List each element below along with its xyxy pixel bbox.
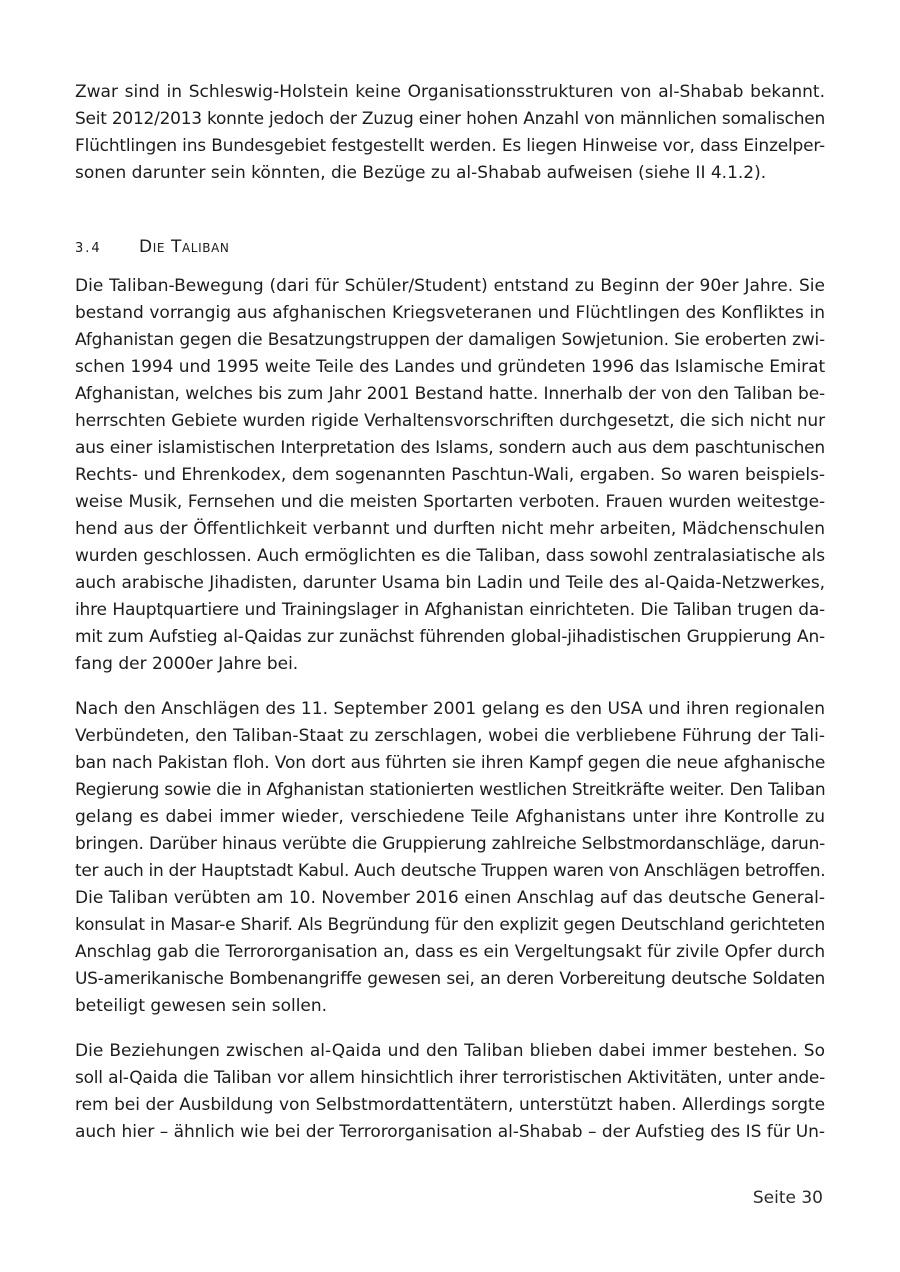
text-line: Regierung sowie die in Afghanistan stationierten westlichen Streitkräfte weiter. Den Taliban: [75, 780, 826, 800]
text-line: sonen darunter sein könnten, die Bezüge zu al-Shabab aufweisen (siehe II 4.1.2).: [75, 163, 767, 183]
text-line: mit zum Aufstieg al-Qaidas zur zunächst führenden global-jihadistischen Gruppierung An-: [75, 627, 825, 647]
paragraph-after-2001: [75, 696, 825, 1020]
text-line: Verbündeten, den Taliban-Staat zu zerschlagen, wobei die verbliebene Führung der Tali-: [75, 726, 825, 746]
text-line: ter auch in der Hauptstadt Kabul. Auch deutsche Truppen waren von Anschlägen betroffen.: [75, 861, 826, 881]
text-line: wurden geschlossen. Auch ermöglichten es die Taliban, dass sowohl zentralasiatische als: [75, 546, 825, 566]
text-line: Die Beziehungen zwischen al-Qaida und den Taliban blieben dabei immer bestehen. So: [75, 1041, 825, 1061]
text-line: rem bei der Ausbildung von Selbstmordattentätern, unterstützt haben. Allerdings sorgte: [75, 1095, 825, 1115]
text-line: beteiligt gewesen sein sollen.: [75, 996, 328, 1016]
text-line: Afghanistan, welches bis zum Jahr 2001 Bestand hatte. Innerhalb der von den Taliban be-: [75, 384, 825, 404]
section-number: 3.4: [75, 241, 102, 256]
paragraph-al-shabab: [75, 79, 825, 187]
text-line: aus einer islamistischen Interpretation des Islams, sondern auch aus dem paschtunischen: [75, 438, 825, 458]
text-line: Anschlag gab die Terrororganisation an, dass es ein Vergeltungsakt für zivile Opfer durch: [75, 942, 825, 962]
text-line: Nach den Anschlägen des 11. September 2001 gelang es den USA und ihren regionalen: [75, 699, 825, 719]
text-line: konsulat in Masar-e Sharif. Als Begründung für den explizit gegen Deutschland gerichteten: [75, 915, 825, 935]
text-line: US-amerikanische Bombenangriffe gewesen sei, an deren Vorbereitung deutsche Soldaten: [75, 969, 825, 989]
text-line: Die Taliban-Bewegung (dari für Schüler/Student) entstand zu Beginn der 90er Jahre. Sie: [75, 276, 825, 296]
section-heading: [75, 237, 825, 264]
paragraph-al-qaida-relations: [75, 1038, 825, 1146]
text-line: gelang es dabei immer wieder, verschiedene Teile Afghanistans unter ihre Kontrolle zu: [75, 807, 825, 827]
text-line: bestand vorrangig aus afghanischen Kriegsveteranen und Flüchtlingen des Konfliktes in: [75, 303, 825, 323]
text-line: bringen. Darüber hinaus verübte die Gruppierung zahlreiche Selbstmordanschläge, darun-: [75, 834, 825, 854]
page-number: Seite 30: [752, 1188, 823, 1208]
text-line: schen 1994 und 1995 weite Teile des Landes und gründeten 1996 das Islamische Emirat: [75, 357, 826, 377]
text-line: hend aus der Öffentlichkeit verbannt und durften nicht mehr arbeiten, Mädchenschulen: [75, 519, 825, 539]
text-line: fang der 2000er Jahre bei.: [75, 654, 299, 674]
text-line: ihre Hauptquartiere und Trainingslager in Afghanistan einrichteten. Die Taliban trugen da-: [75, 600, 825, 620]
section-title: Die Taliban: [139, 237, 230, 257]
text-line: auch hier – ähnlich wie bei der Terrororganisation al-Shabab – der Aufstieg des IS für Un-: [75, 1122, 825, 1142]
text-line: soll al-Qaida die Taliban vor allem hinsichtlich ihrer terroristischen Aktivitäten, unter ande-: [75, 1068, 825, 1088]
text-line: Rechts- und Ehrenkodex, dem sogenannten Paschtun-Wali, ergaben. So waren beispiels-: [75, 465, 825, 485]
text-line: ban nach Pakistan floh. Von dort aus führten sie ihren Kampf gegen die neue afghanische: [75, 753, 826, 773]
text-line: Seit 2012/2013 konnte jedoch der Zuzug einer hohen Anzahl von männlichen somalischen: [75, 109, 825, 129]
text-line: Die Taliban verübten am 10. November 2016 einen Anschlag auf das deutsche General-: [75, 888, 825, 908]
text-line: herrschten Gebiete wurden rigide Verhaltensvorschriften durchgesetzt, die sich nicht nur: [75, 411, 825, 431]
text-line: Afghanistan gegen die Besatzungstruppen der damaligen Sowjetunion. Sie eroberten zwi-: [75, 330, 825, 350]
text-line: weise Musik, Fernsehen und die meisten Sportarten verboten. Frauen wurden weitestge-: [75, 492, 825, 512]
text-line: Zwar sind in Schleswig-Holstein keine Organisationsstrukturen von al-Shabab bekannt.: [75, 82, 825, 102]
text-line: Flüchtlingen ins Bundesgebiet festgestellt werden. Es liegen Hinweise vor, dass Einzelper-: [75, 136, 825, 156]
page-content: [75, 79, 825, 1146]
text-line: auch arabische Jihadisten, darunter Usama bin Ladin und Teile des al-Qaida-Netzwerkes,: [75, 573, 825, 593]
paragraph-taliban-history: [75, 273, 825, 678]
